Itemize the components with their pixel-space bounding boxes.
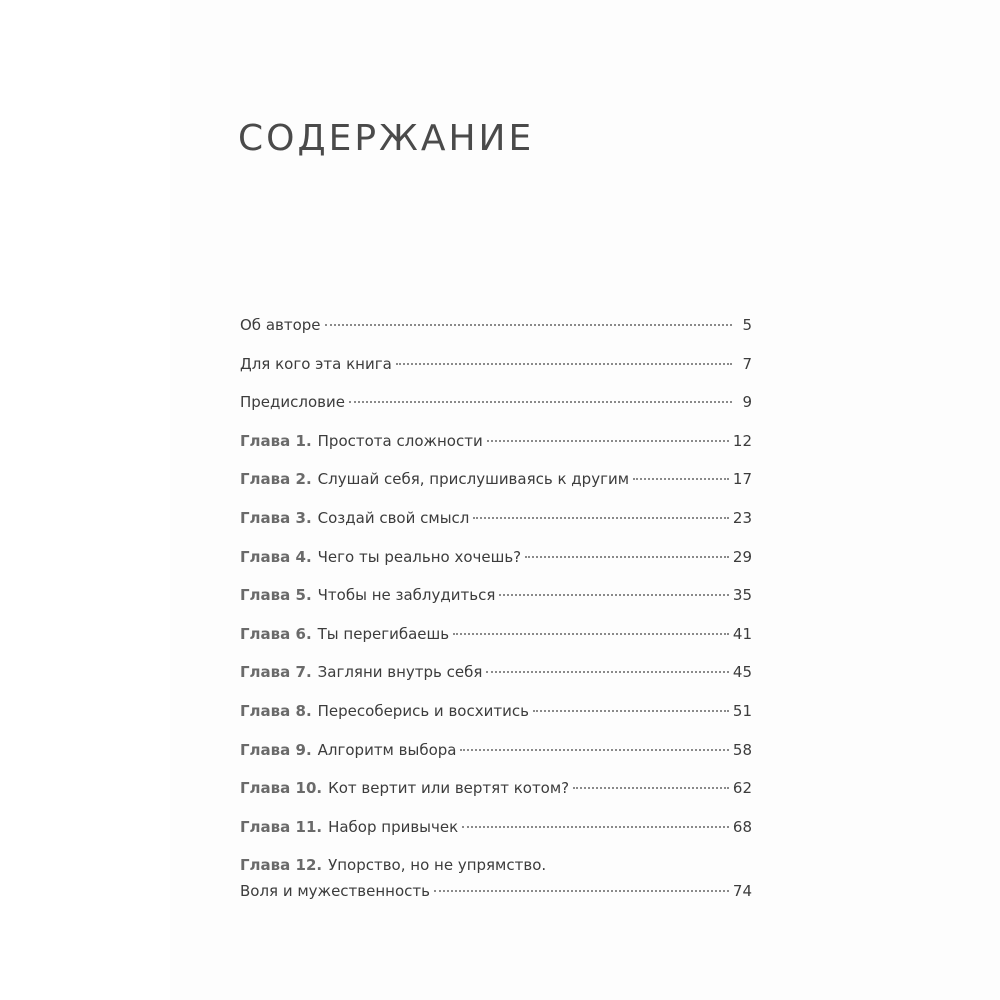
dot-leader bbox=[396, 363, 732, 365]
toc-entry-title: Слушай себя, прислушиваясь к другим bbox=[317, 470, 630, 489]
toc-page-number: 7 bbox=[742, 354, 752, 373]
toc-entry bbox=[240, 818, 752, 857]
toc-entry bbox=[240, 625, 752, 664]
toc-entry bbox=[240, 663, 752, 702]
toc-page-number: 74 bbox=[732, 882, 752, 901]
toc-entry bbox=[240, 432, 752, 471]
page-title: СОДЕРЖАНИЕ bbox=[238, 118, 535, 159]
toc-page-number: 12 bbox=[732, 431, 752, 450]
toc-entry bbox=[240, 470, 752, 509]
toc-page-number: 9 bbox=[742, 393, 752, 412]
toc-chapter-label: Глава 7. bbox=[240, 663, 312, 682]
dot-leader bbox=[349, 401, 732, 403]
toc-entry-title: Загляни внутрь себя bbox=[317, 663, 483, 682]
toc-entry bbox=[240, 741, 752, 780]
dot-leader bbox=[573, 787, 729, 789]
toc-entry-title: Набор привычек bbox=[328, 817, 459, 836]
toc-entry-title: Пересоберись и восхитись bbox=[317, 701, 529, 720]
dot-leader bbox=[473, 517, 729, 519]
toc-page-number: 17 bbox=[732, 470, 752, 489]
dot-leader bbox=[487, 440, 729, 442]
toc-entry bbox=[240, 779, 752, 818]
toc-page-number: 23 bbox=[732, 508, 752, 527]
toc-entry bbox=[240, 355, 752, 394]
toc-chapter-label: Глава 10. bbox=[240, 779, 323, 798]
dot-leader bbox=[525, 556, 729, 558]
toc-page-number: 51 bbox=[732, 701, 752, 720]
dot-leader bbox=[325, 324, 732, 326]
dot-leader bbox=[533, 710, 729, 712]
toc-entry bbox=[240, 702, 752, 741]
toc-chapter-label: Глава 2. bbox=[240, 470, 312, 489]
toc-entry-line bbox=[240, 882, 752, 908]
toc-page-number: 35 bbox=[732, 586, 752, 605]
toc-page-number: 62 bbox=[732, 779, 752, 798]
toc-entry-title: Для кого эта книга bbox=[240, 354, 392, 373]
toc-chapter-label: Глава 9. bbox=[240, 740, 312, 759]
toc-entry-title: Кот вертит или вертят котом? bbox=[328, 779, 570, 798]
toc-chapter-label: Глава 6. bbox=[240, 624, 312, 643]
dot-leader bbox=[462, 826, 729, 828]
toc-entry-title: Создай свой смысл bbox=[317, 508, 470, 527]
toc-entry-title: Простота сложности bbox=[317, 431, 483, 450]
dot-leader bbox=[499, 594, 729, 596]
dot-leader bbox=[434, 890, 729, 892]
toc-entry bbox=[240, 548, 752, 587]
toc-chapter-label: Глава 1. bbox=[240, 431, 312, 450]
toc-entry-title: Упорство, но не упрямство. bbox=[328, 856, 547, 875]
toc-entry-title: Предисловие bbox=[240, 393, 345, 412]
table-of-contents bbox=[240, 316, 752, 912]
toc-chapter-label: Глава 3. bbox=[240, 508, 312, 527]
toc-chapter-label: Глава 4. bbox=[240, 547, 312, 566]
toc-entry-title: Чего ты реально хочешь? bbox=[317, 547, 522, 566]
toc-entry bbox=[240, 316, 752, 355]
toc-entry bbox=[240, 856, 752, 912]
toc-page-number: 29 bbox=[732, 547, 752, 566]
toc-entry-title: Алгоритм выбора bbox=[317, 740, 457, 759]
toc-entry-title: Чтобы не заблудиться bbox=[317, 586, 496, 605]
toc-page-number: 45 bbox=[732, 663, 752, 682]
toc-page-number: 58 bbox=[732, 740, 752, 759]
toc-page-number: 68 bbox=[732, 817, 752, 836]
toc-chapter-label: Глава 5. bbox=[240, 586, 312, 605]
toc-entry-title-continued: Воля и мужественность bbox=[240, 882, 430, 901]
dot-leader bbox=[460, 749, 728, 751]
toc-entry-title: Ты перегибаешь bbox=[317, 624, 450, 643]
toc-page-number: 5 bbox=[742, 316, 752, 334]
toc-page-number: 41 bbox=[732, 624, 752, 643]
dot-leader bbox=[633, 478, 729, 480]
toc-chapter-label: Глава 11. bbox=[240, 817, 323, 836]
toc-chapter-label: Глава 12. bbox=[240, 856, 323, 875]
toc-entry bbox=[240, 586, 752, 625]
toc-entry bbox=[240, 509, 752, 548]
toc-entry-title: Об авторе bbox=[240, 316, 321, 334]
toc-chapter-label: Глава 8. bbox=[240, 701, 312, 720]
dot-leader bbox=[486, 671, 729, 673]
toc-entry-line bbox=[240, 856, 752, 880]
toc-entry bbox=[240, 393, 752, 432]
dot-leader bbox=[453, 633, 729, 635]
